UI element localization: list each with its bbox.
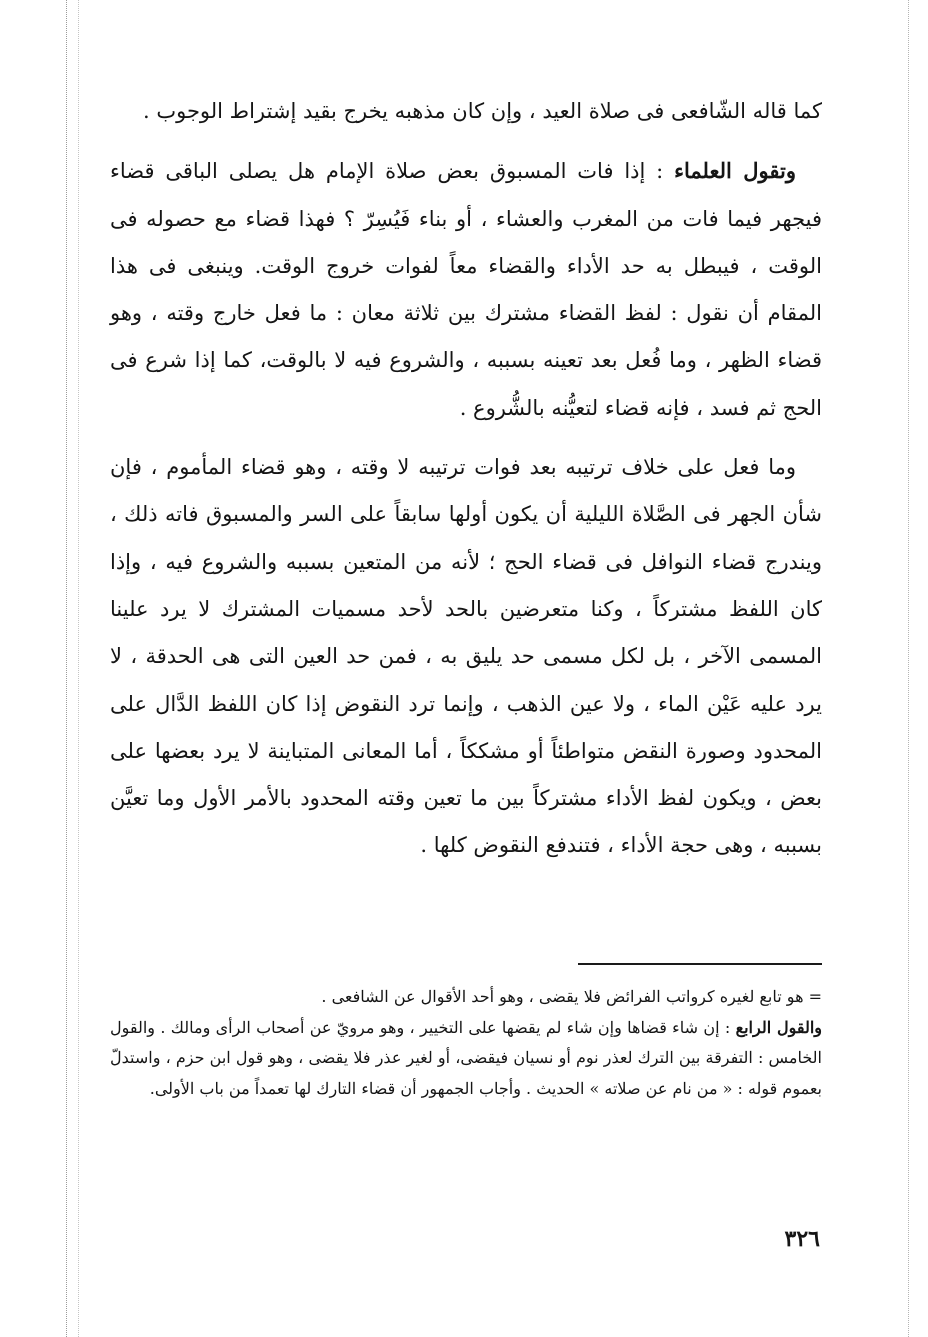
paragraph-3-text: وما فعل على خلاف ترتيبه بعد فوات ترتيبه لا وقته ، وهو قضاء المأموم ، فإن شأن الجهر فى الصَّلاة الليلية أن يكون أولها سابقاً على السر والمسبوق فاته ذلك ، ويندرج قضاء النوافل فى قضاء الحج ؛ لأنه من المتعين بسببه والشروع فيه ، وإذا كان اللفظ مشتركاً ، وكنا متعرضين بالحد لأحد مسميات المشترك لا يرد علينا المسمى الآخر ، بل لكل مسمى حد يليق به ، فمن حد العين التى هى الحدقة ، لا يرد عليه عَيْن الماء ، ولا عين الذهب ، وإنما ترد النقوض إذا كان اللفظ الدَّال على المحدود وصورة النقض متواطئاً أو مشككاً ، أما المعانى المتباينة لا يرد بعضها على بعض ، ويكون لفظ الأداء مشتركاً بين ما تعين وقته المحدود بالأمر الأول وما تعيَّن بسببه ، وهى حجة الأداء ، فتندفع النقوض كلها .	[110, 455, 822, 858]
page-number: ٣٢٦	[784, 1226, 820, 1252]
paragraph-1	[110, 88, 822, 135]
scan-edge-line	[908, 0, 909, 1337]
paragraph-2-text: : إذا فات المسبوق بعض صلاة الإمام هل يصلى الباقى قضاء فيجهر فيما فات من المغرب والعشاء ، أو بناء فَيُسِرّ ؟ فهذا قضاء مع حصوله فى الوقت ، فيبطل به حد الأداء والقضاء معاً لفوات خروج الوقت. وينبغى فى هذا المقام أن نقول : لفظ القضاء مشترك بين ثلاثة معان : ما فعل خارج وقته ، وهو قضاء الظهر ، وما فُعل بعد تعينه بسببه ، والشروع فيه لا بالوقت، كما إذا شرع فى الحج ثم فسد ، فإنه قضاء لتعيُّنه بالشُّروع .	[110, 159, 822, 420]
footnotes	[110, 982, 822, 1104]
footnote-2-lead: والقول الرابع	[735, 1017, 822, 1037]
scan-edge-line	[66, 0, 67, 1337]
paragraph-2	[110, 147, 822, 432]
footnote-2	[110, 1013, 822, 1105]
footnote-2-text: : إن شاء قضاها وإن شاء لم يقضها على التخيير ، وهو مرويّ عن أصحاب الرأى ومالك . والقول الخامس : التفرقة بين الترك لعذر نوم أو نسيان فيقضى، أو لغير عذر فلا يقضى ، وهو قول ابن حزم ، واستدلّ بعموم قوله : « من نام عن صلاته » الحديث . وأجاب الجمهور أن قضاء التارك لها تعمداً من باب الأولى.	[110, 1017, 822, 1098]
scan-edge-line	[78, 0, 79, 1337]
footnote-divider	[578, 963, 822, 965]
paragraph-2-lead: وتقول العلماء	[674, 158, 796, 184]
footnote-1	[110, 982, 822, 1013]
paragraph-1-text: كما قاله الشّافعى فى صلاة العيد ، وإن كان مذهبه يخرج بقيد إشتراط الوجوب .	[142, 99, 822, 123]
footnote-1-text: = هو تابع لغيره كرواتب الفرائض فلا يقضى ، وهو أحد الأقوال عن الشافعى .	[321, 987, 822, 1006]
paragraph-3	[110, 444, 822, 870]
main-text	[110, 88, 822, 870]
